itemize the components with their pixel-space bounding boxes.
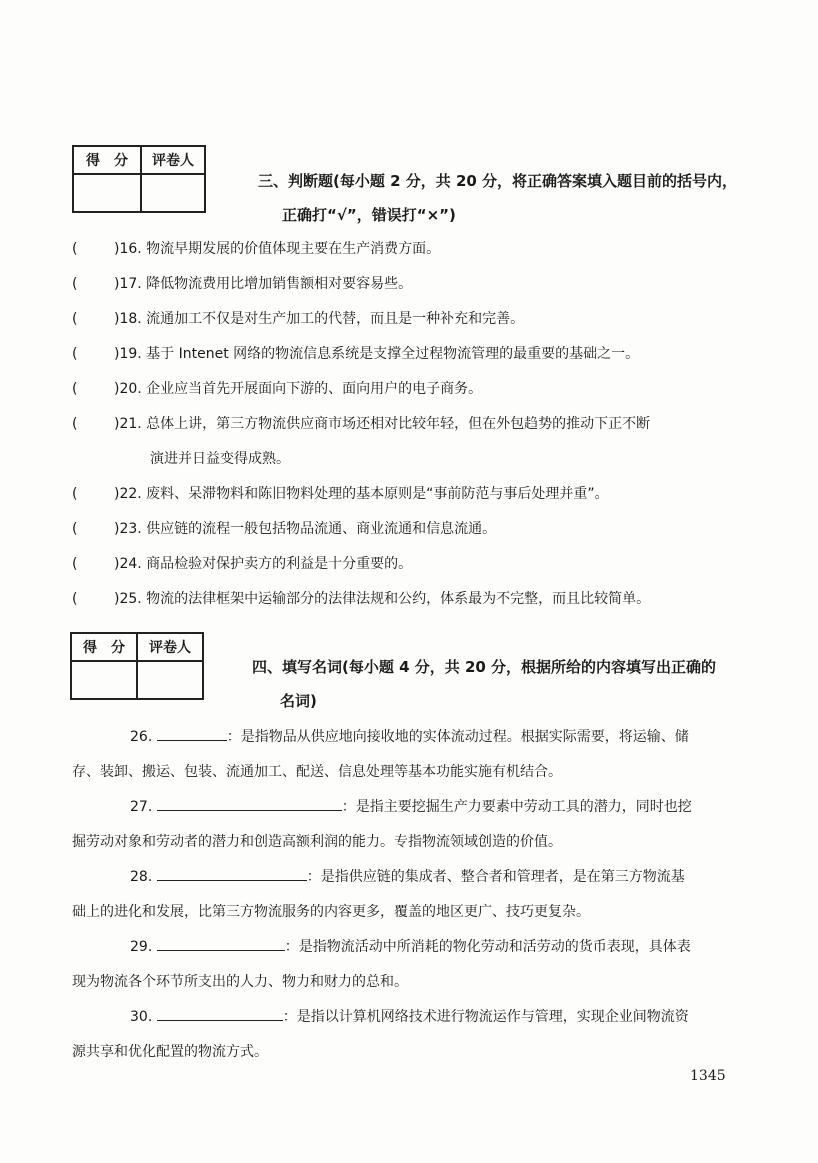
grader-label: 评卷人: [141, 146, 205, 174]
fill-item-cont: 源共享和优化配置的物流方式。: [72, 1044, 268, 1060]
tf-text: )22. 废料、呆滞物料和陈旧物料处理的基本原则是“事前防范与事后处理并重”。: [114, 486, 609, 502]
item-number: 27.: [130, 799, 153, 815]
grader-cell[interactable]: [141, 174, 205, 212]
fill-item: [130, 796, 692, 816]
answer-blank[interactable]: [157, 936, 285, 951]
item-number: 29.: [130, 939, 153, 955]
tf-item: [72, 238, 440, 258]
tf-item: [72, 518, 496, 538]
answer-paren[interactable]: (: [72, 346, 78, 362]
answer-paren[interactable]: (: [72, 556, 78, 572]
item-text: ：是指物品从供应地向接收地的实体流动过程。根据实际需要，将运输、储: [226, 729, 689, 745]
answer-paren[interactable]: (: [72, 381, 78, 397]
answer-blank[interactable]: [157, 866, 307, 881]
answer-paren[interactable]: (: [72, 311, 78, 327]
fill-item-cont: 现为物流各个环节所支出的人力、物力和财力的总和。: [72, 974, 408, 990]
page-number: 1345: [690, 1068, 726, 1084]
grader-cell[interactable]: [137, 661, 203, 699]
fill-item: [130, 726, 689, 746]
tf-text: )16. 物流早期发展的价值体现主要在生产消费方面。: [114, 241, 441, 257]
answer-paren[interactable]: (: [72, 276, 78, 292]
score-cell[interactable]: [73, 174, 141, 212]
item-text: ：是指供应链的集成者、整合者和管理者，是在第三方物流基: [306, 869, 685, 885]
answer-paren[interactable]: (: [72, 591, 78, 607]
answer-blank[interactable]: [157, 1006, 283, 1021]
tf-item: [72, 413, 650, 433]
score-label: 得 分: [73, 146, 141, 174]
answer-blank[interactable]: [157, 726, 227, 741]
fill-item-cont: 掘劳动对象和劳动者的潜力和创造高额利润的能力。专指物流领域创造的价值。: [72, 834, 562, 850]
tf-text: )18. 流通加工不仅是对生产加工的代替，而且是一种补充和完善。: [114, 311, 525, 327]
section4-title-cont: 名词): [280, 692, 317, 710]
tf-text: )25. 物流的法律框架中运输部分的法律法规和公约，体系最为不完整，而且比较简单。: [114, 591, 651, 607]
answer-paren[interactable]: (: [72, 241, 78, 257]
answer-paren[interactable]: (: [72, 521, 78, 537]
item-number: 30.: [130, 1009, 153, 1025]
tf-text: )23. 供应链的流程一般包括物品流通、商业流通和信息流通。: [114, 521, 497, 537]
grader-label: 评卷人: [137, 633, 203, 661]
tf-text: )24. 商品检验对保护卖方的利益是十分重要的。: [114, 556, 413, 572]
tf-text: )21. 总体上讲，第三方物流供应商市场还相对比较年轻，但在外包趋势的推动下正不断: [114, 416, 651, 432]
tf-item: [72, 553, 412, 573]
score-label: 得 分: [71, 633, 137, 661]
answer-paren[interactable]: (: [72, 416, 78, 432]
item-number: 28.: [130, 869, 153, 885]
tf-item: [72, 483, 609, 503]
item-text: ：是指主要挖掘生产力要素中劳动工具的潜力，同时也挖: [341, 799, 692, 815]
tf-item: [72, 378, 482, 398]
tf-text: )20. 企业应当首先开展面向下游的、面向用户的电子商务。: [114, 381, 483, 397]
tf-text-cont: 演进并日益变得成熟。: [150, 451, 290, 467]
score-table-section4: [70, 632, 204, 700]
tf-text: )17. 降低物流费用比增加销售额相对要容易些。: [114, 276, 413, 292]
fill-item: [130, 936, 691, 956]
item-text: ：是指以计算机网络技术进行物流运作与管理，实现企业间物流资: [282, 1009, 689, 1025]
fill-item-cont: 存、装卸、搬运、包装、流通加工、配送、信息处理等基本功能实施有机结合。: [72, 764, 562, 780]
score-table-section3: [72, 145, 206, 213]
tf-item: [72, 343, 639, 363]
item-number: 26.: [130, 729, 153, 745]
tf-item: [72, 273, 412, 293]
section3-title: 三、判断题(每小题 2 分，共 20 分，将正确答案填入题目前的括号内，: [258, 172, 738, 190]
score-cell[interactable]: [71, 661, 137, 699]
tf-item: [72, 588, 650, 608]
fill-item: [130, 866, 685, 886]
item-text: ：是指物流活动中所消耗的物化劳动和活劳动的货币表现，具体表: [284, 939, 691, 955]
fill-item-cont: 础上的进化和发展，比第三方物流服务的内容更多，覆盖的地区更广、技巧更复杂。: [72, 904, 590, 920]
fill-item: [130, 1006, 689, 1026]
answer-blank[interactable]: [157, 796, 342, 811]
section4-title: 四、填写名词(每小题 4 分，共 20 分，根据所给的内容填写出正确的: [252, 658, 717, 676]
tf-text: )19. 基于 Intenet 网络的物流信息系统是支撑全过程物流管理的最重要的基础之一。: [114, 346, 640, 362]
section3-title-cont: 正确打“√”，错误打“×”): [282, 206, 456, 224]
tf-item: [72, 308, 524, 328]
answer-paren[interactable]: (: [72, 486, 78, 502]
